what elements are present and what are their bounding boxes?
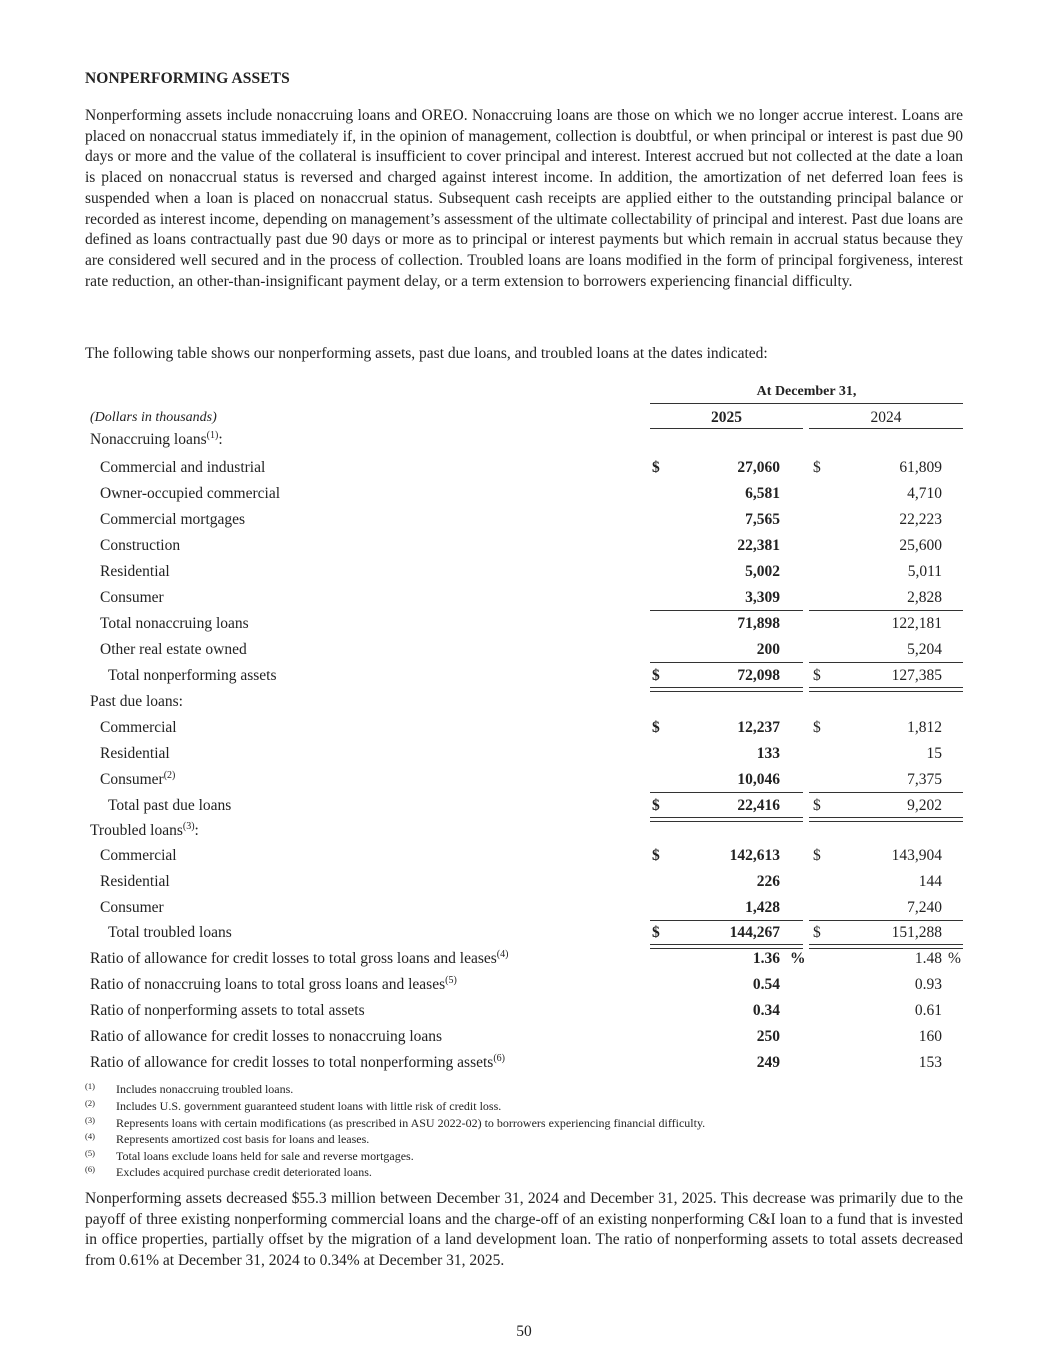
row-label: Residential: [100, 873, 170, 890]
table-row-ratio: [85, 1002, 963, 1028]
value-2025: 10,046: [737, 771, 780, 788]
table-row: [85, 873, 963, 899]
row-label: Residential: [100, 563, 170, 580]
row-label: Ratio of allowance for credit losses to total gross loans and leases: [90, 950, 497, 967]
value-2024: 4,710: [907, 485, 942, 502]
value-2024: 127,385: [891, 667, 942, 684]
row-label: Construction: [100, 537, 181, 554]
footnote-text: Represents loans with certain modifications (as prescribed in ASU 2022-02) to borrowers experiencing financial difficulty.: [116, 1116, 706, 1130]
value-2025: 200: [756, 641, 780, 658]
table-row: [85, 719, 963, 745]
table-row: [85, 563, 963, 589]
subtotal-rule: [809, 662, 963, 663]
value-2025: 22,416: [737, 797, 780, 814]
table-row-ratio: [85, 976, 963, 1002]
dollar-sign: $: [813, 719, 821, 736]
footnote-marker: (3): [85, 1115, 95, 1125]
row-label: Commercial mortgages: [100, 511, 246, 528]
percent-sign: %: [948, 950, 961, 967]
table-row: [85, 589, 963, 615]
table-row: [85, 847, 963, 873]
value-2025: 1,428: [745, 899, 780, 916]
dollar-sign: $: [652, 719, 660, 736]
value-2024: 0.61: [914, 1002, 942, 1019]
row-label: Residential: [100, 745, 170, 762]
value-2025: 0.34: [752, 1002, 780, 1019]
footnote-text: Excludes acquired purchase credit deteriorated loans.: [116, 1165, 372, 1179]
table-row-ratio: [85, 1028, 963, 1054]
total-double-rule: [809, 944, 963, 949]
row-label: Ratio of allowance for credit losses to nonaccruing loans: [90, 1028, 443, 1045]
value-2025: 7,565: [745, 511, 780, 528]
subtotal-rule: [650, 792, 803, 793]
row-label: Consumer: [100, 899, 164, 916]
value-2025: 1.36: [752, 950, 780, 967]
footnote-marker: (1): [85, 1081, 95, 1091]
value-2024: 9,202: [907, 797, 942, 814]
dollar-sign: $: [652, 667, 660, 684]
table-row: [85, 511, 963, 537]
table-row: [85, 899, 963, 925]
value-2025: 6,581: [745, 485, 780, 502]
intro-paragraph: Nonperforming assets include nonaccruing loans and OREO. Nonaccruing loans are those on which we no longer accrue interest. Loans are placed on nonaccrual status immediately if, in the opinion of management, collection is doubtful, or when principal or interest is past due 90 days or more and the value of the collateral is insufficient to cover principal and interest. Interest accrued but not collected at the date a loan is placed on nonaccrual status is reversed and charged against interest income. In addition, the amortization of net deferred loan fees is suspended when a loan is placed on nonaccrual status. Subsequent cash receipts are applied either to the outstanding principal balance or recorded as interest income, depending on management’s assessment of the ultimate collectability of principal and interest. Past due loans are defined as loans contractually past due 90 days or more as to principal or interest payments but which remain in accrual status because they are considered well secured and in the process of collection. Troubled loans are loans modified in the form of principal forgiveness, interest rate reduction, an other-than-insignificant payment delay, or a term extension to borrowers experiencing financial difficulty.: [85, 107, 963, 290]
subtotal-rule: [650, 662, 803, 663]
section-header-troubled: [85, 822, 963, 848]
table-row: [85, 641, 963, 667]
row-label: Ratio of allowance for credit losses to total nonperforming assets: [90, 1054, 494, 1071]
value-2024: 2,828: [907, 589, 942, 606]
value-2025: 12,237: [737, 719, 780, 736]
dollar-sign: $: [813, 924, 821, 941]
table-row-total: [85, 615, 963, 641]
footnote-ref: (4): [496, 948, 509, 960]
dollar-sign: $: [813, 847, 821, 864]
footnote-ref: (5): [445, 974, 457, 986]
subtotal-rule: [809, 610, 963, 611]
value-2024: 122,181: [891, 615, 942, 632]
row-label: Total nonperforming assets: [108, 667, 277, 684]
summary-paragraph: Nonperforming assets decreased $55.3 million between December 31, 2024 and December 31, 2025. This decrease was primarily due to the payoff of three existing nonperforming commercial loans and the charge-off of an existing nonperforming C&I loan to a fund that is invested in office properties, partially offset by the migration of a land development loan. The ratio of nonperforming assets to total assets decreased from 0.61% at December 31, 2024 to 0.34% at December 31, 2025.: [85, 1190, 963, 1270]
dollar-sign: $: [652, 847, 660, 864]
section-header-past-due: [85, 693, 963, 719]
header-rule: [650, 403, 963, 404]
value-2024: 160: [918, 1028, 942, 1045]
value-2025: 72,098: [737, 667, 780, 684]
value-2024: 22,223: [899, 511, 942, 528]
dollar-sign: $: [652, 797, 660, 814]
section-header-nonaccruing: [85, 431, 963, 457]
table-row-ratio: [85, 950, 963, 976]
footnote-ref: (2): [163, 769, 176, 781]
value-2024: 7,240: [907, 899, 942, 916]
value-2025: 3,309: [745, 589, 780, 606]
page-number: 50: [516, 1323, 532, 1340]
total-double-rule: [650, 944, 803, 949]
table-row: [85, 485, 963, 511]
footnote-text: Represents amortized cost basis for loans and leases.: [116, 1132, 370, 1146]
row-label: Commercial: [100, 847, 177, 864]
row-label: Ratio of nonaccruing loans to total gross loans and leases: [90, 976, 446, 993]
dollar-sign: $: [813, 667, 821, 684]
subtotal-rule: [650, 610, 803, 611]
value-2025: 142,613: [729, 847, 780, 864]
value-2024: 151,288: [891, 924, 942, 941]
value-2025: 250: [756, 1028, 780, 1045]
dollar-sign: $: [652, 924, 660, 941]
value-2024: 144: [918, 873, 942, 890]
value-2024: 5,204: [907, 641, 942, 658]
dollar-sign: $: [813, 797, 821, 814]
row-label: Consumer: [100, 589, 164, 606]
value-2025: 133: [756, 745, 780, 762]
footnote-ref: (1): [206, 429, 219, 441]
section-colon: :: [194, 822, 199, 839]
value-2024: 25,600: [899, 537, 942, 554]
table-row: [85, 771, 963, 797]
row-label: Commercial and industrial: [100, 459, 266, 476]
row-label: Total past due loans: [108, 797, 232, 814]
table-row-ratio: [85, 1054, 963, 1080]
row-label: Total troubled loans: [108, 924, 232, 941]
value-2025: 144,267: [729, 924, 780, 941]
subtotal-rule: [809, 792, 963, 793]
value-2024: 7,375: [907, 771, 942, 788]
total-double-rule: [650, 687, 803, 692]
row-label: Consumer: [100, 771, 164, 788]
units-label: (Dollars in thousands): [90, 410, 217, 425]
section-colon: :: [218, 431, 223, 448]
value-2024: 61,809: [899, 459, 942, 476]
footnote-text: Includes nonaccruing troubled loans.: [116, 1082, 294, 1096]
footnote-ref: (3): [182, 820, 195, 832]
footnote-marker: (2): [85, 1098, 95, 1108]
value-2025: 27,060: [737, 459, 780, 476]
value-2025: 226: [756, 873, 780, 890]
column-header-2024: 2024: [870, 409, 902, 426]
footnote-marker: (5): [85, 1148, 95, 1158]
header-rule: [809, 428, 963, 429]
footnote-marker: (4): [85, 1131, 95, 1141]
section-label: Past due loans:: [90, 693, 183, 710]
value-2024: 15: [926, 745, 942, 762]
column-header-2025: 2025: [711, 409, 742, 426]
value-2025: 249: [756, 1054, 780, 1071]
value-2024: 153: [918, 1054, 942, 1071]
column-group-header: At December 31,: [756, 384, 857, 399]
row-label: Total nonaccruing loans: [100, 615, 249, 632]
footnote-marker: (6): [85, 1164, 95, 1174]
value-2025: 5,002: [745, 563, 780, 580]
row-label: Ratio of nonperforming assets to total assets: [90, 1002, 365, 1019]
subtotal-rule: [809, 920, 963, 921]
value-2024: 143,904: [891, 847, 942, 864]
row-label: Commercial: [100, 719, 177, 736]
row-label: Other real estate owned: [100, 641, 247, 658]
table-intro-paragraph: The following table shows our nonperforming assets, past due loans, and troubled loans at the dates indicated:: [85, 345, 768, 362]
value-2024: 1.48: [914, 950, 942, 967]
table-row: [85, 745, 963, 771]
percent-sign: %: [790, 950, 806, 967]
footnote-text: Includes U.S. government guaranteed student loans with little risk of credit loss.: [116, 1099, 502, 1113]
total-double-rule: [809, 687, 963, 692]
dollar-sign: $: [652, 459, 660, 476]
footnote-ref: (6): [493, 1052, 505, 1064]
value-2024: 1,812: [907, 719, 942, 736]
table-row: [85, 537, 963, 563]
header-rule: [650, 428, 803, 429]
section-label: Nonaccruing loans: [90, 431, 207, 448]
footnote-text: Total loans exclude loans held for sale and reverse mortgages.: [116, 1149, 414, 1163]
section-label: Troubled loans: [90, 822, 183, 839]
value-2025: 71,898: [737, 615, 780, 632]
dollar-sign: $: [813, 459, 821, 476]
table-row: [85, 459, 963, 485]
subtotal-rule: [650, 920, 803, 921]
row-label: Owner-occupied commercial: [100, 485, 281, 502]
value-2024: 5,011: [907, 563, 942, 580]
value-2025: 22,381: [737, 537, 780, 554]
section-heading: NONPERFORMING ASSETS: [85, 70, 290, 87]
value-2024: 0.93: [914, 976, 942, 993]
value-2025: 0.54: [752, 976, 780, 993]
